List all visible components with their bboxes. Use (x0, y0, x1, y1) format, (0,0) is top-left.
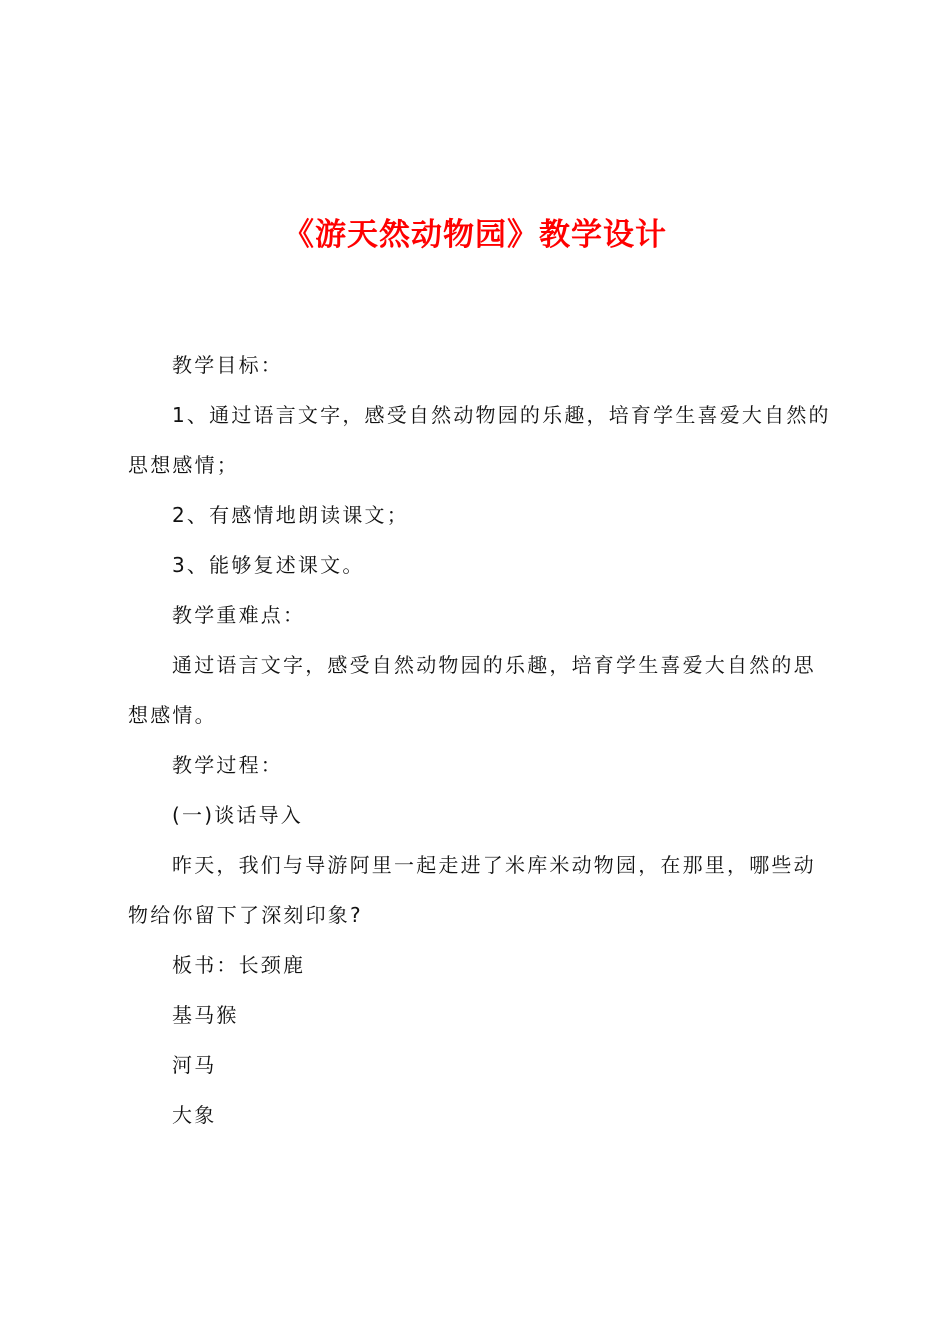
paragraph-board-monkey: 基马猴 (172, 1003, 239, 1027)
paragraph-intro-question: 昨天，我们与导游阿里一起走进了米库米动物园，在那里，哪些动物给你留下了深刻印象? (128, 853, 816, 927)
paragraph-objective-3: 3、能够复述课文。 (172, 553, 365, 577)
document-title: 《游天然动物园》教学设计 (283, 217, 667, 253)
paragraph-objective-2: 2、有感情地朗读课文； (172, 503, 409, 527)
paragraph-section-intro: (一)谈话导入 (172, 803, 304, 827)
paragraph-objective-1: 1、通过语言文字，感受自然动物园的乐趣，培育学生喜爱大自然的思想感情； (128, 403, 831, 477)
paragraph-board-elephant: 大象 (172, 1103, 217, 1127)
paragraph-board-hippo: 河马 (172, 1053, 217, 1077)
paragraph-board-giraffe: 板书：长颈鹿 (172, 953, 306, 977)
paragraph-key-points: 通过语言文字，感受自然动物园的乐趣，培育学生喜爱大自然的思想感情。 (128, 653, 816, 727)
paragraph-objectives-heading: 教学目标： (172, 353, 283, 377)
paragraph-key-points-heading: 教学重难点： (172, 603, 306, 627)
paragraph-process-heading: 教学过程： (172, 753, 283, 777)
document-body (128, 340, 832, 1140)
